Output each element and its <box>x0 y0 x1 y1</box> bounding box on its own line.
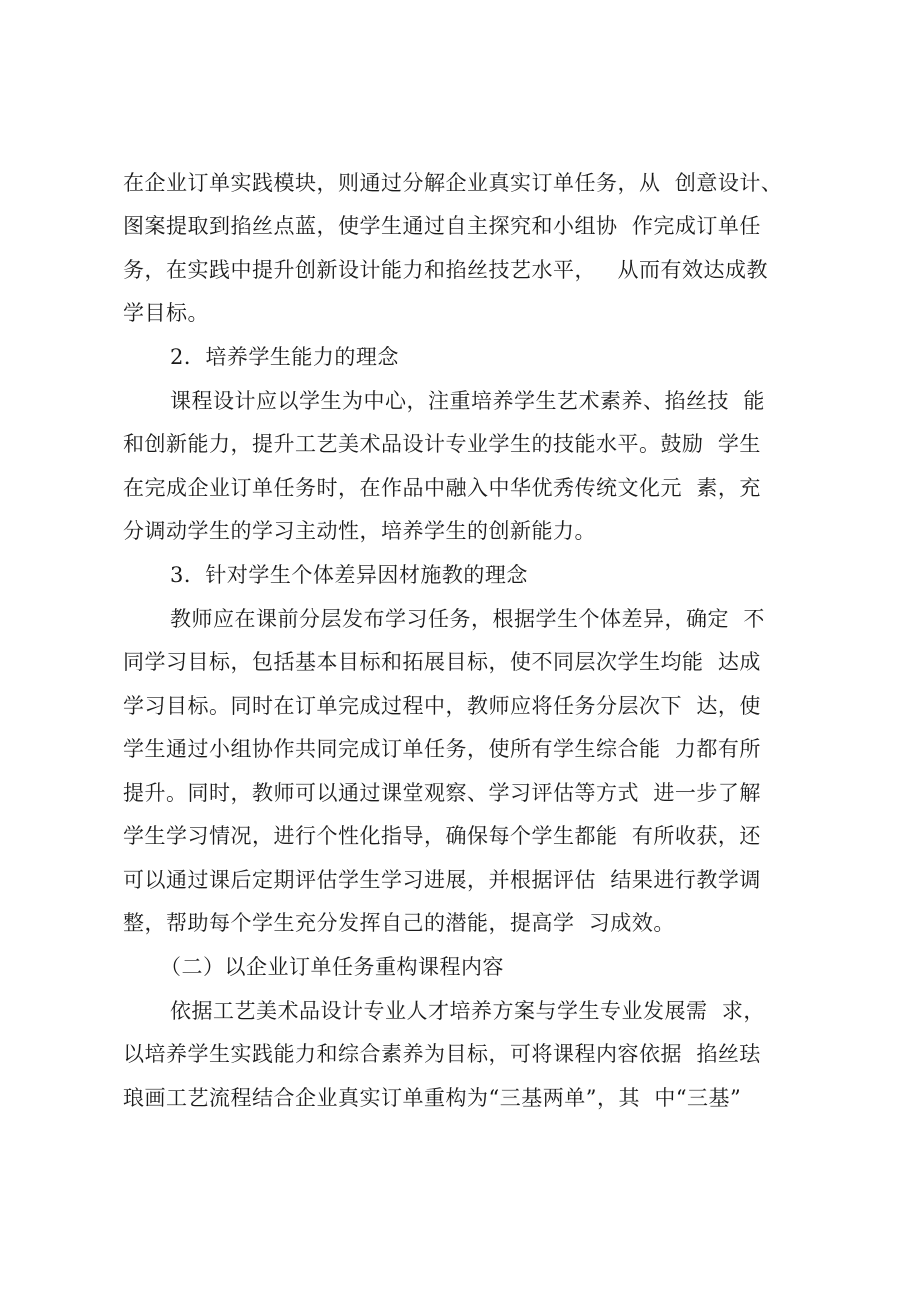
text-line: 课程设计应以学生为中心，注重培养学生艺术素养、掐丝技 能 <box>170 389 765 413</box>
text-line: 和创新能力，提升工艺美术品设计专业学生的技能水平。鼓励 学生 <box>123 432 761 456</box>
text-line: 学生通过小组协作共同完成订单任务，使所有学生综合能 力都有所 <box>123 737 761 761</box>
text-line: 务，在实践中提升创新设计能力和掐丝技艺水平， 从而有效达成教 <box>123 258 769 282</box>
text-line: 学生学习情况，进行个性化指导，确保每个学生都能 有所收获，还 <box>123 824 761 848</box>
text-line: 整，帮助每个学生充分发挥自己的潜能，提高学 习成效。 <box>123 911 675 935</box>
text-line: 分调动学生的学习主动性，培养学生的创新能力。 <box>123 519 596 543</box>
text-line: 在企业订单实践模块，则通过分解企业真实订单任务，从 创意设计、 <box>123 171 783 195</box>
text-line: 教师应在课前分层发布学习任务，根据学生个体差异，确定 不 <box>170 607 765 631</box>
text-line: 可以通过课后定期评估学生学习进展，并根据评估 结果进行教学调 <box>123 868 761 892</box>
text-line: 提升。同时，教师可以通过课堂观察、学习评估等方式 进一步了解 <box>123 781 761 805</box>
text-line: 学目标。 <box>123 301 209 325</box>
section-heading: 3．针对学生个体差异因材施教的理念 <box>170 563 528 587</box>
text-line: 以培养学生实践能力和综合素养为目标，可将课程内容依据 掐丝珐 <box>123 1042 761 1066</box>
section-heading: （二）以企业订单任务重构课程内容 <box>160 955 504 979</box>
text-line: 同学习目标，包括基本目标和拓展目标，使不同层次学生均能 达成 <box>123 650 761 674</box>
text-line: 在完成企业订单任务时，在作品中融入中华优秀传统文化元 素，充 <box>123 476 761 500</box>
text-line: 依据工艺美术品设计专业人才培养方案与学生专业发展需 求， <box>170 999 765 1023</box>
section-heading: 2．培养学生能力的理念 <box>170 345 399 369</box>
text-line: 琅画工艺流程结合企业真实订单重构为“三基两单”，其 中“三基” <box>123 1086 742 1110</box>
text-line: 图案提取到掐丝点蓝，使学生通过自主探究和小组协 作完成订单任 <box>123 214 761 238</box>
text-line: 学习目标。同时在订单完成过程中，教师应将任务分层次下 达，使 <box>123 694 761 718</box>
